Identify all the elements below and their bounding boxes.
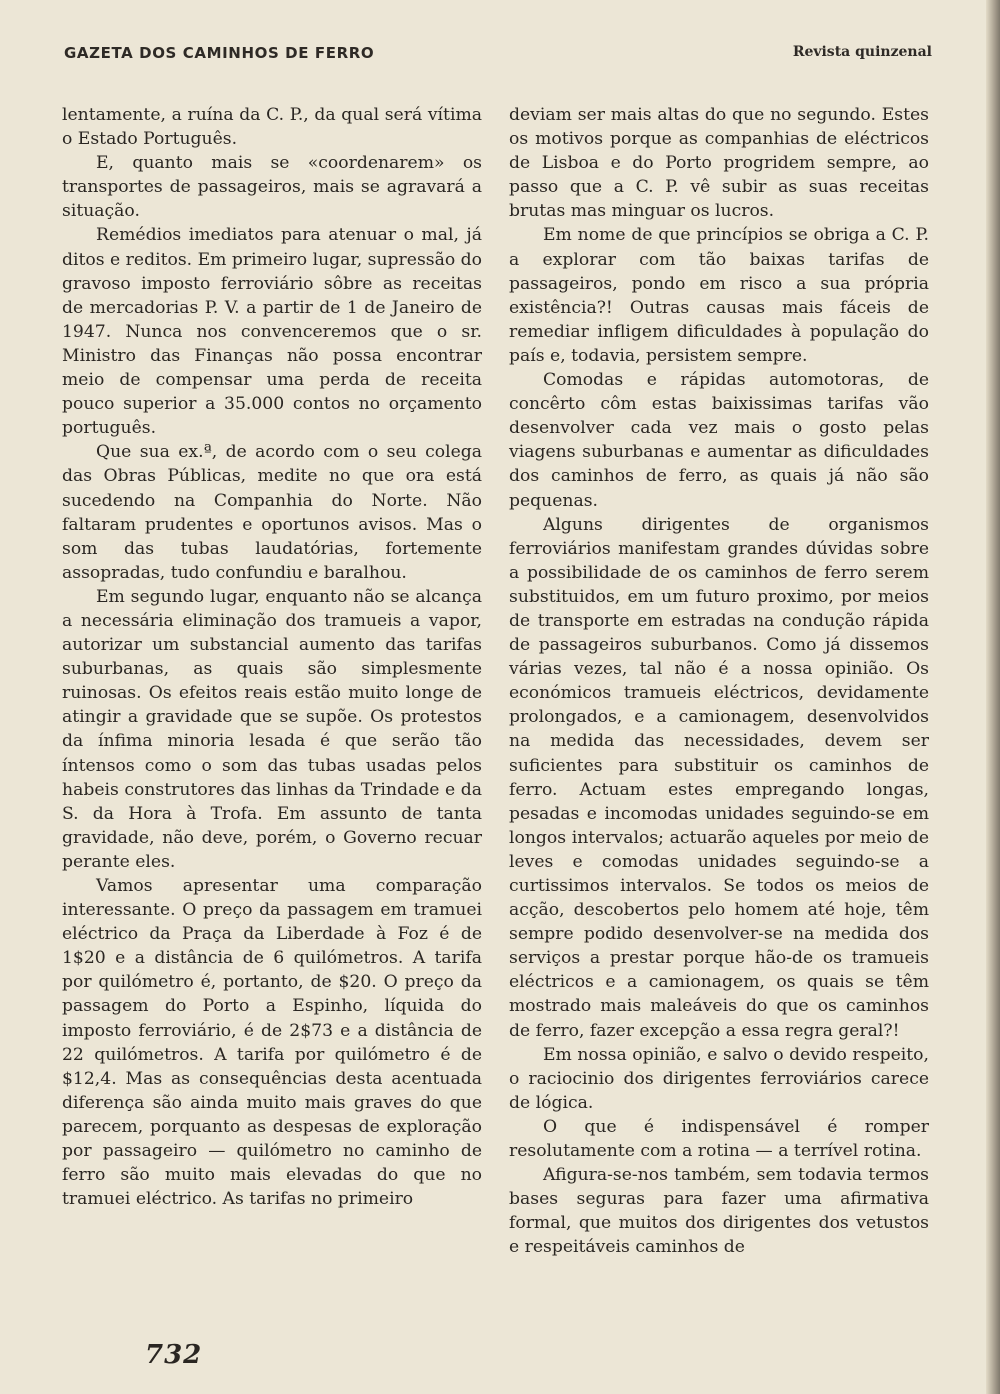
paragraph: deviam ser mais altas do que no segundo. Estes os motivos porque as companhias de eléctricos de Lisboa e do Porto progridem sempre, ao passo que a C. P. vê subir as suas receitas brutas mas minguar os lucros. [509, 105, 929, 222]
paragraph: Que sua ex.ª, de acordo com o seu colega das Obras Públicas, medite no que ora está sucedendo na Companhia do Norte. Não faltaram prudentes e oportunos avisos. Mas o som das tubas laudatórias, fortemente assopradas, tudo confundiu e baralhou. [62, 442, 482, 583]
publication-subtitle: Revista quinzenal [792, 44, 932, 60]
paragraph: Em segundo lugar, enquanto não se alcança a necessária eliminação dos tramueis a vapor, autorizar um substancial aumento das tarifas suburbanas, as quais são simplesmente ruinosas. Os efeitos reais estão muito longe de atingir a gravidade que se supõe. Os protestos da ínfima minoria lesada é que serão tão íntensos como o som das tubas usadas pelos habeis construtores das linhas da Trindade e da S. da Hora à Trofa. Em assunto de tanta gravidade, não deve, porém, o Governo recuar perante eles. [62, 586, 482, 872]
paragraph: Comodas e rápidas automotoras, de concêrto côm estas baixissimas tarifas vão desenvolver cada vez mais o gosto pelas viagens suburbanas e aumentar as dificuldades dos caminhos de ferro, as quais já não são pequenas. [509, 370, 929, 511]
right-column [509, 103, 929, 1260]
paragraph: Alguns dirigentes de organismos ferroviários manifestam grandes dúvidas sobre a possibilidade de os caminhos de ferro serem substituidos, em um futuro proximo, por meios de transporte em estradas na condução rápida de passageiros suburbanos. Como já dissemos várias vezes, tal não é a nossa opinião. Os económicos tramueis eléctricos, devidamente prolongados, e a camionagem, desenvolvidos na medida das necessidades, devem ser suficientes para substituir os caminhos de ferro. Actuam estes empregando longas, pesadas e incomodas unidades seguindo-se em longos intervalos; actuarão aqueles por meio de leves e comodas unidades seguindo-se a curtissimos intervalos. Se todos os meios de acção, descobertos pelo homem até hoje, têm sempre podido desenvolver-se na medida dos serviços a prestar porque hão-de os tramueis eléctricos e a camionagem, os quais se têm mostrado mais maleáveis do que os caminhos de ferro, fazer excepção a essa regra geral?! [509, 514, 929, 1041]
paragraph: Em nome de que princípios se obriga a C. P. a explorar com tão baixas tarifas de passageiros, pondo em risco a sua própria existência?! Outras causas mais fáceis de remediar infligem dificuldades à população do país e, todavia, persistem sempre. [509, 225, 929, 366]
paragraph: O que é indispensável é romper resolutamente com a rotina — a terrível rotina. [509, 1116, 929, 1162]
running-header [64, 44, 932, 72]
left-column [62, 103, 482, 1211]
paragraph: E, quanto mais se «coordenarem» os transportes de passageiros, mais se agravará a situação. [62, 153, 482, 222]
paragraph: Vamos apresentar uma comparação interessante. O preço da passagem em tramuei eléctrico da Praça da Liberdade à Foz é de 1$20 e a distância de 6 quilómetros. A tarifa por quilómetro é, portanto, de $20. O preço da passagem do Porto a Espinho, líquida do imposto ferroviário, é de 2$73 e a distância de 22 quilómetros. A tarifa por quilómetro é de $12,4. Mas as consequências desta acentuada diferença são ainda muito mais graves do que parecem, porquanto as despesas de exploração por passageiro — quilómetro no caminho de ferro são muito mais elevadas do que no tramuei eléctrico. As tarifas no primeiro [62, 876, 482, 1210]
page-number: 732 [145, 1340, 203, 1370]
paragraph: Remédios imediatos para atenuar o mal, já ditos e reditos. Em primeiro lugar, supressão do gravoso imposto ferroviário sôbre as receitas de mercadorias P. V. a partir de 1 de Janeiro de 1947. Nunca nos convenceremos que o sr. Ministro das Finanças não possa encontrar meio de compensar uma perda de receita pouco superior a 35.000 contos no orçamento português. [62, 225, 482, 439]
publication-title: GAZETA DOS CAMINHOS DE FERRO [64, 44, 375, 62]
paragraph: Afigura-se-nos também, sem todavia termos bases seguras para fazer uma afirmativa formal, que muitos dos dirigentes dos vetustos e respeitáveis caminhos de [509, 1165, 929, 1258]
page-edge [986, 0, 1000, 1394]
paragraph: Em nossa opinião, e salvo o devido respeito, o raciocinio dos dirigentes ferroviários carece de lógica. [509, 1044, 929, 1113]
paragraph: lentamente, a ruína da C. P., da qual será vítima o Estado Português. [62, 105, 482, 150]
